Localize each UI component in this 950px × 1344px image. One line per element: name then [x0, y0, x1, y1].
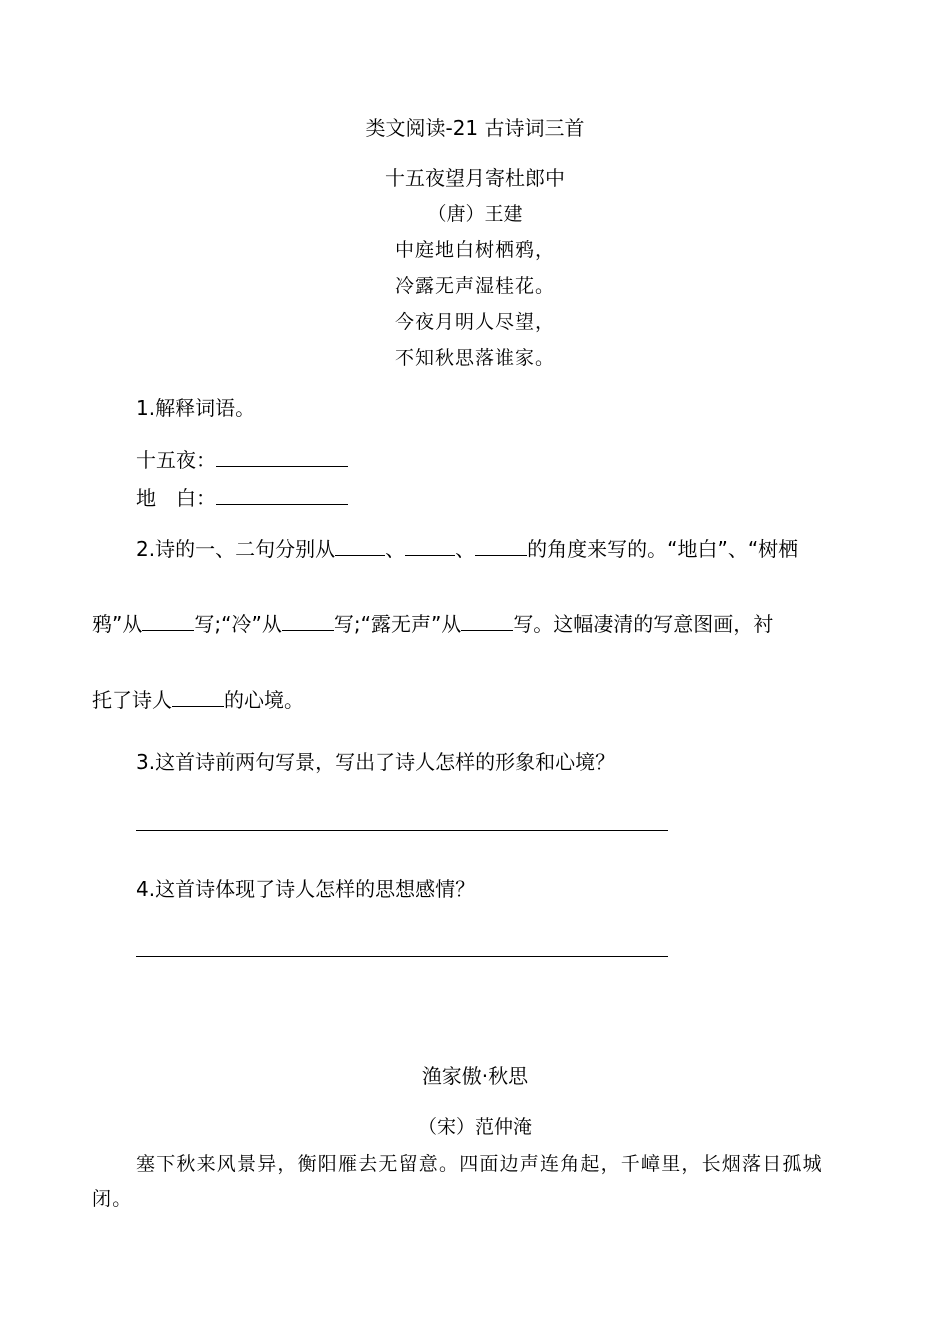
answer-blank[interactable]: [142, 612, 194, 631]
answer-blank[interactable]: [405, 537, 455, 556]
poem1-line-3: 今夜月明人尽望，: [394, 311, 555, 333]
poem2-title: 渔家傲·秋思: [421, 1064, 529, 1088]
term-label: 十五夜：: [136, 448, 216, 472]
poem2-text-line-2: 闭。: [92, 1188, 133, 1210]
answer-blank[interactable]: [475, 537, 527, 556]
question-2-line-1: [136, 533, 798, 562]
question-2-text: 写;“露无声”从: [333, 612, 462, 636]
poem1-line-2: 冷露无声湿桂花。: [394, 275, 555, 297]
term-label: 地 白：: [136, 486, 216, 510]
question-2-text: 的角度来写的。“地白”、“树栖: [527, 537, 799, 561]
question-4-stem: 4.这首诗体现了诗人怎样的思想感情？: [136, 877, 476, 901]
poem1-title: 十五夜望月寄杜郎中: [385, 166, 565, 190]
question-2-text: 的心境。: [224, 688, 304, 712]
separator: 、: [385, 537, 406, 561]
poem1-line-4: 不知秋思落谁家。: [394, 347, 555, 369]
question-2-line-3: [92, 684, 304, 713]
answer-blank[interactable]: [335, 537, 385, 556]
question-3-answer-line[interactable]: [136, 830, 668, 831]
answer-blank[interactable]: [172, 688, 224, 707]
poem2-author: （宋）范仲淹: [417, 1116, 532, 1138]
answer-blank[interactable]: [461, 612, 513, 631]
question-2-line-2: [92, 608, 773, 637]
question-2-text: 鸦”从: [92, 612, 143, 636]
question-1-item-1: [136, 444, 348, 473]
question-1-stem: 1.解释词语。: [136, 396, 256, 420]
question-4-answer-line[interactable]: [136, 956, 668, 957]
answer-blank[interactable]: [216, 448, 348, 467]
question-2-text: 写;“冷”从: [194, 612, 282, 636]
question-3-stem: 3.这首诗前两句写景，写出了诗人怎样的形象和心境？: [136, 750, 616, 774]
document-title: 类文阅读-21 古诗词三首: [365, 116, 585, 140]
separator: 、: [455, 537, 476, 561]
poem2-text-line-1: 塞下秋来风景异，衡阳雁去无留意。四面边声连角起，千嶂里，长烟落日孤城: [136, 1153, 823, 1175]
answer-blank[interactable]: [216, 486, 348, 505]
question-2-text: 2.诗的一、二句分别从: [136, 537, 336, 561]
question-2-text: 托了诗人: [92, 688, 172, 712]
question-2-text: 写。这幅凄清的写意图画，衬: [513, 612, 774, 636]
question-1-item-2: [136, 482, 348, 511]
poem1-author: （唐）王建: [427, 203, 523, 225]
answer-blank[interactable]: [282, 612, 334, 631]
poem1-line-1: 中庭地白树栖鸦，: [394, 239, 555, 261]
